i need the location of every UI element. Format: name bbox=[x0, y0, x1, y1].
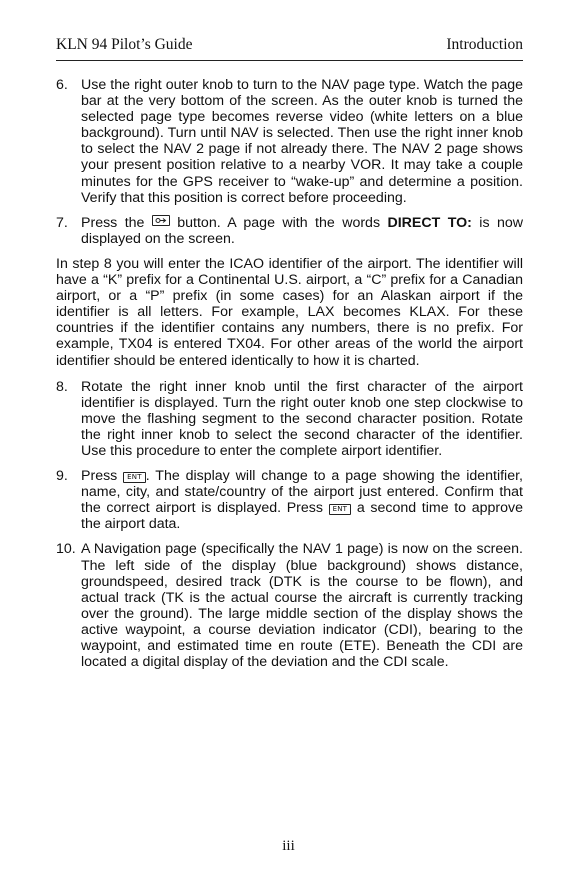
step-number: 6. bbox=[56, 77, 68, 93]
step-text: A Navigation page (specifically the NAV 1 page) is now on the screen. The left side of the display (blue background) shows distance, groundspeed, desired track (DTK is the course to be flown), and actual track (TK is the actual course the aircraft is currently tracking over the ground). The large middle section of the display shows the active waypoint, a course deviation indicator (CDI), bearing to the waypoint, and estimated time en route (ETE). Beneath the CDI are located a digital display of the deviation and the CDI scale. bbox=[81, 541, 523, 671]
step-text: Rotate the right inner knob until the first character of the airport identifier is displayed. Turn the right outer knob one step clockwise to move the flashing segment to the second character position. Rotate the right inner knob to select the second character of the identifier. Use this procedure to enter the complete airport identifier. bbox=[81, 378, 523, 459]
header-title: KLN 94 Pilot’s Guide bbox=[56, 36, 193, 53]
step-number: 9. bbox=[56, 468, 68, 485]
header-rule bbox=[56, 60, 523, 61]
direct-to-label: DIRECT TO: bbox=[387, 214, 472, 231]
direct-to-key-icon bbox=[152, 215, 170, 226]
step-10 bbox=[56, 541, 523, 670]
step-text-part: Press bbox=[81, 468, 124, 485]
page-body bbox=[56, 77, 523, 670]
step-text-part: is now displayed on the screen. bbox=[81, 214, 523, 247]
step-text-part: a second time to approve the airport data. bbox=[81, 500, 523, 533]
step-8 bbox=[56, 379, 523, 459]
step-text-part: Press the bbox=[81, 214, 152, 231]
page-number: iii bbox=[282, 838, 295, 854]
ent-key-icon: ENT bbox=[329, 504, 352, 515]
step-6 bbox=[56, 77, 523, 206]
step-number: 7. bbox=[56, 214, 68, 231]
step-7 bbox=[56, 215, 523, 247]
ent-key-icon: ENT bbox=[123, 472, 146, 483]
header-section: Introduction bbox=[446, 36, 523, 53]
step-text-part: . The display will change to a page showing the identifier, name, city, and state/country of the airport just entered. Confirm that the correct airport is displayed. Press bbox=[81, 468, 523, 517]
step-number: 10. bbox=[56, 541, 76, 558]
step-number: 8. bbox=[56, 378, 68, 395]
step-9 bbox=[56, 468, 523, 532]
step-text: Use the right outer knob to turn to the NAV page type. Watch the page bar at the very bottom of the screen. As the outer knob is turned the selected page type becomes reverse video (white letters on a blue background). Turn until NAV is selected. Then use the right inner knob to select the NAV 2 page if not already there. The NAV 2 page shows your present position relative to a nearby VOR. It may take a couple minutes for the GPS receiver to “wake-up” and determine a position. Verify that this position is correct before proceeding. bbox=[81, 77, 523, 206]
body-paragraph: In step 8 you will enter the ICAO identifier of the airport. The identifier will have a “K” prefix for a Continental U.S. airport, a “C” prefix for a Canadian airport, or a “P” prefix (in some cases) for an Alaskan airport if the identifier is all letters. For example, LAX becomes KLAX. For these countries if the identifier contains any numbers, there is no prefix. For example, TX04 is entered TX04. For other areas of the world the airport identifier should be entered identically to how it is charted. bbox=[56, 255, 523, 369]
step-text-part: button. A page with the words bbox=[169, 214, 388, 231]
